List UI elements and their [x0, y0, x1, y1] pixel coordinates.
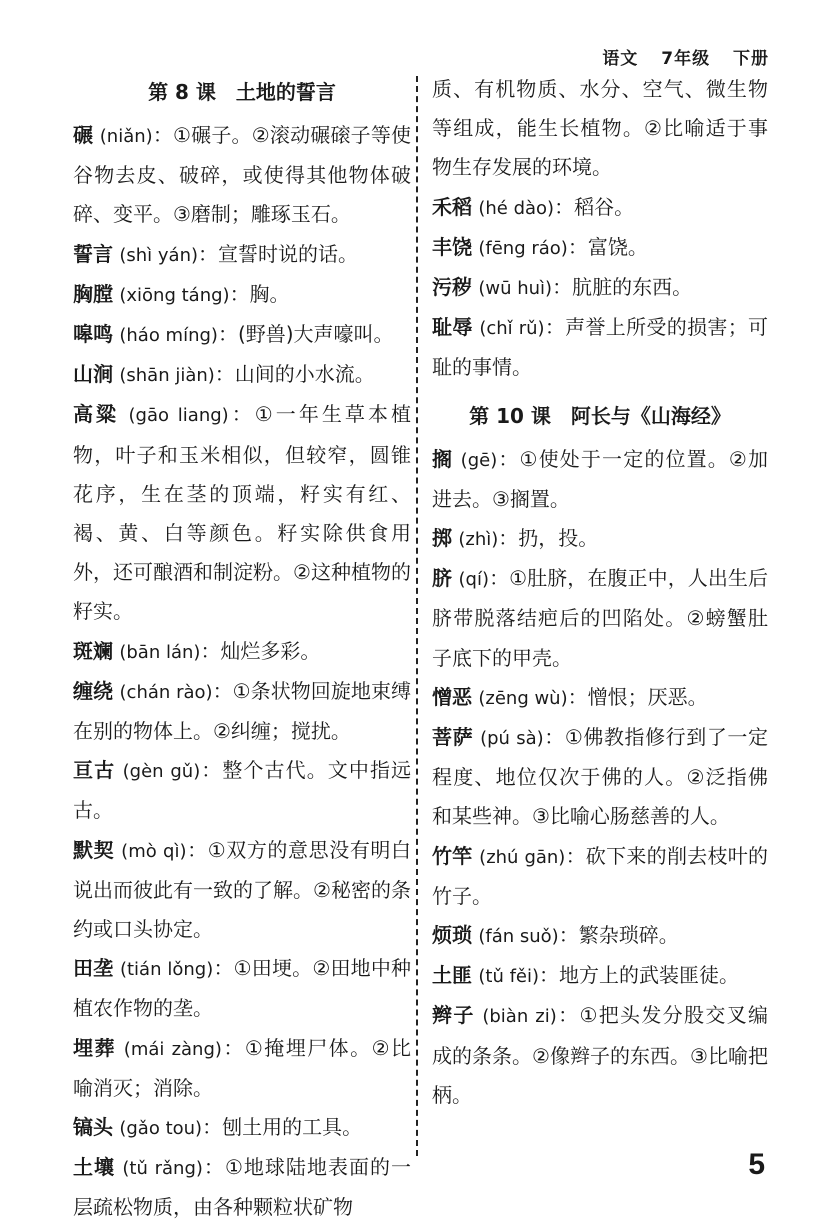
entry-word: 斑斓	[73, 638, 113, 663]
entry-pinyin: (hé dào)	[478, 197, 555, 219]
glossary-entry	[73, 1108, 411, 1148]
lesson-title-8: 第 8 课 土地的誓言	[148, 80, 336, 104]
glossary-entry	[73, 235, 411, 275]
page-header	[586, 44, 769, 69]
entry-word: 竹竿	[432, 843, 473, 868]
entry-definition: ：地方上的武装匪徒。	[539, 963, 740, 988]
entry-pinyin: (mò qì)	[121, 840, 187, 862]
entry-pinyin: (niǎn)	[99, 126, 153, 147]
entry-word: 土匪	[432, 963, 472, 988]
entry-definition: ：①碾子。②滚动碾磙子等使谷物去皮、破碎，或使得其他物体破碎、变平。③磨制；雕琢玉石。	[73, 123, 412, 227]
entry-word: 亘古	[73, 758, 116, 783]
entry-word: 土壤	[73, 1155, 116, 1180]
glossary-entry	[73, 672, 411, 751]
glossary-entry	[73, 1148, 411, 1227]
entry-continuation: 质、有机物质、水分、空气、微生物等组成，能生长植物。②比喻适于事物生存发展的环境。	[432, 77, 768, 180]
glossary-entry	[73, 949, 411, 1028]
entry-pinyin: (zhú gān)	[479, 846, 566, 868]
entry-definition: ：山间的小水流。	[214, 362, 375, 387]
glossary-entry	[73, 395, 411, 631]
entry-word: 耻辱	[432, 315, 473, 340]
entry-definition: ：稻谷。	[554, 194, 635, 219]
entry-definition: ：声誉上所受的损害；可耻的事情。	[432, 315, 769, 380]
entry-word: 默契	[73, 837, 115, 862]
entry-pinyin: (biàn zi)	[482, 1006, 557, 1028]
entry-definition: ：(野兽)大声嚎叫。	[217, 322, 394, 347]
entry-pinyin: (xiōng táng)	[119, 284, 230, 306]
right-entry-list-b	[432, 440, 768, 1115]
entry-pinyin: (qí)	[458, 569, 489, 591]
entry-pinyin: (shān jiàn)	[119, 365, 215, 387]
entry-pinyin: (fán suǒ)	[478, 926, 559, 948]
header-volume: 下册	[733, 49, 769, 69]
header-subject: 语文	[602, 49, 639, 69]
entry-definition: ：①肚脐，在腹正中，人出生后脐带脱落结疤后的凹陷处。②螃蟹肚子底下的甲壳。	[432, 566, 768, 670]
entry-definition: ：灿烂多彩。	[200, 638, 321, 663]
glossary-entry	[73, 355, 411, 395]
entry-word: 烦琐	[432, 923, 472, 948]
glossary-entry	[432, 916, 768, 956]
entry-word: 憎恶	[432, 684, 472, 709]
entry-definition: ：①使处于一定的位置。②加进去。③搁置。	[432, 446, 769, 511]
entry-definition: ：①地球陆地表面的一层疏松物质，由各种颗粒状矿物	[73, 1155, 411, 1220]
entry-pinyin: (mái zàng)	[123, 1038, 222, 1060]
glossary-entry	[432, 718, 768, 837]
entry-definition: ：宣誓时说的话。	[198, 241, 359, 266]
entry-pinyin: (tǔ rǎng)	[122, 1158, 203, 1180]
entry-pinyin: (zēng wù)	[478, 687, 568, 709]
entry-definition: ：扔，投。	[498, 526, 599, 551]
entry-definition: ：砍下来的削去枝叶的竹子。	[432, 843, 769, 908]
glossary-entry	[73, 315, 411, 355]
entry-word: 誓言	[73, 241, 113, 266]
glossary-entry	[432, 188, 768, 228]
entry-word: 污秽	[432, 275, 472, 300]
entry-pinyin: (tǔ fěi)	[478, 966, 540, 988]
entry-word: 搁	[432, 446, 454, 471]
entry-pinyin: (wū huì)	[478, 278, 553, 300]
glossary-entry	[73, 751, 411, 830]
entry-definition: ：富饶。	[567, 234, 648, 259]
entry-word: 镐头	[73, 1115, 113, 1140]
glossary-entry	[73, 831, 411, 950]
entry-definition: ：肮脏的东西。	[552, 275, 693, 300]
entry-word: 埋葬	[73, 1035, 116, 1060]
column-divider	[416, 76, 418, 1156]
entry-word: 辫子	[432, 1003, 475, 1028]
entry-pinyin: (gèn gǔ)	[122, 761, 201, 783]
header-grade: 7年级	[661, 49, 711, 69]
right-entry-list-a	[432, 188, 768, 388]
entry-pinyin: (gāo liang)	[128, 405, 229, 427]
entry-word: 丰饶	[432, 234, 472, 259]
entry-word: 掷	[432, 526, 452, 551]
entry-pinyin: (pú sà)	[480, 728, 544, 750]
glossary-entry	[432, 519, 768, 559]
entry-pinyin: (bān lán)	[119, 641, 201, 663]
page-number: 5	[748, 1148, 765, 1181]
glossary-entry	[432, 956, 768, 996]
entry-pinyin: (háo míng)	[119, 325, 218, 347]
right-column	[432, 70, 768, 1115]
entry-word: 碾	[73, 123, 94, 147]
entry-pinyin: (chǐ rǔ)	[479, 318, 545, 340]
entry-pinyin: (chán rào)	[119, 681, 213, 703]
entry-word: 田垄	[73, 956, 114, 981]
entry-word: 菩萨	[432, 725, 474, 750]
entry-definition: ：胸。	[229, 281, 290, 306]
entry-pinyin: (gǎo tou)	[119, 1118, 203, 1140]
entry-definition: ：①双方的意思没有明白说出而彼此有一致的了解。②秘密的条约或口头协定。	[73, 837, 412, 942]
entry-definition: ：①条状物回旋地束缚在别的物体上。②纠缠；搅扰。	[73, 678, 412, 744]
glossary-entry	[432, 228, 768, 268]
glossary-entry	[73, 275, 411, 315]
entry-pinyin: (gē)	[460, 449, 498, 471]
entry-pinyin: (fēng ráo)	[478, 237, 568, 259]
entry-definition: ：①一年生草本植物，叶子和玉米相似，但较窄，圆锥花序，生在茎的顶端，籽实有红、褐、黄、白等颜色。籽实除供食用外，还可酿酒和制淀粉。②这种植物的籽实。	[73, 402, 412, 624]
entry-pinyin: (tián lǒng)	[119, 959, 214, 981]
entry-definition: ：①田埂。②田地中种植农作物的垄。	[73, 956, 412, 1021]
entry-definition: ：①掩埋尸体。②比喻消灭；消除。	[73, 1035, 412, 1100]
entry-word: 缠绕	[73, 678, 114, 703]
glossary-entry	[73, 632, 411, 672]
lesson-title-10: 第 10 课 阿长与《山海经》	[469, 403, 731, 428]
entry-definition: ：①佛教指修行到了一定程度、地位仅次于佛的人。②泛指佛和某些神。③比喻心肠慈善的人。	[432, 725, 769, 829]
entry-word: 山涧	[73, 362, 113, 387]
glossary-entry	[432, 996, 768, 1115]
entry-word: 禾稻	[432, 194, 472, 219]
entry-definition: ：刨土用的工具。	[202, 1115, 363, 1140]
entry-word: 嗥鸣	[73, 322, 113, 347]
glossary-entry	[432, 268, 768, 308]
glossary-entry	[432, 837, 768, 916]
left-entry-list	[73, 116, 411, 1228]
glossary-entry	[73, 116, 411, 235]
entry-pinyin: (zhì)	[458, 529, 499, 551]
glossary-entry	[73, 1029, 411, 1108]
entry-definition: ：①把头发分股交叉编成的条条。②像辫子的东西。③比喻把柄。	[432, 1003, 769, 1107]
entry-definition: ：憎恨；厌恶。	[567, 684, 708, 709]
entry-pinyin: (shì yán)	[119, 244, 199, 266]
glossary-entry	[432, 308, 768, 387]
glossary-entry	[432, 678, 768, 718]
glossary-entry	[432, 559, 768, 678]
entry-word: 胸膛	[73, 281, 113, 306]
left-column	[73, 70, 411, 1228]
entry-word: 脐	[432, 566, 453, 591]
glossary-entry	[432, 440, 768, 519]
entry-definition: ：整个古代。文中指远古。	[73, 758, 412, 823]
entry-definition: ：繁杂琐碎。	[558, 923, 679, 948]
entry-word: 高粱	[73, 402, 120, 427]
